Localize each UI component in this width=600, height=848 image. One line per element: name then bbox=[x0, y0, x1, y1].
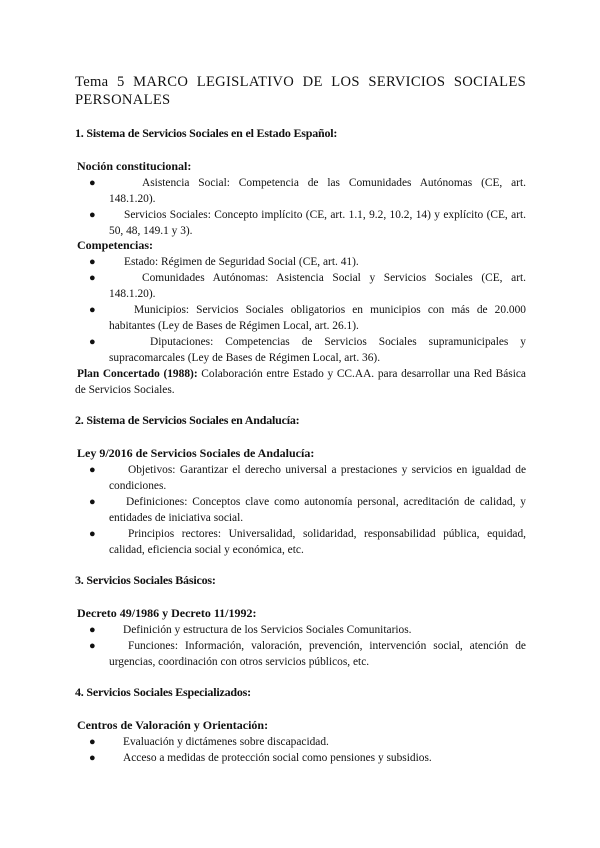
section-3-heading: 3. Servicios Sociales Básicos: bbox=[75, 573, 216, 587]
centros-list bbox=[0, 734, 600, 766]
title-line-1: Tema 5 MARCO LEGISLATIVO DE LOS SERVICIOS SOCIALES bbox=[75, 74, 526, 90]
list-item: ● Servicios Sociales: Concepto implícito (CE, art. 1.1, 9.2, 10.2, 14) y explícito (CE, art. 50, 48, 149.1 y 3). bbox=[89, 209, 526, 237]
section-4-heading: 4. Servicios Sociales Especializados: bbox=[75, 685, 251, 699]
plan-concertado-paragraph bbox=[75, 366, 526, 398]
bullet-icon: ● bbox=[89, 464, 96, 476]
list-item: ● Funciones: Información, valoración, prevención, intervención social, atención de urgencias, coordinación con otros servicios públicos, etc. bbox=[89, 640, 526, 668]
nocion-list bbox=[0, 175, 600, 239]
list-item: ● Diputaciones: Competencias de Servicios Sociales supramunicipales y supracomarcales (Ley de Bases de Régimen Local, art. 36). bbox=[89, 336, 526, 364]
bullet-icon: ● bbox=[89, 256, 96, 268]
decreto-list bbox=[0, 622, 600, 670]
bullet-icon: ● bbox=[89, 336, 96, 348]
list-item: ● Evaluación y dictámenes sobre discapacidad. bbox=[89, 736, 329, 748]
bullet-icon: ● bbox=[89, 272, 96, 284]
bullet-icon: ● bbox=[89, 640, 96, 652]
list-item: ● Definiciones: Conceptos clave como autonomía personal, acreditación de calidad, y entidades de iniciativa social. bbox=[89, 496, 526, 524]
list-item: ● Municipios: Servicios Sociales obligatorios en municipios con más de 20.000 habitantes (Ley de Bases de Régimen Local, art. 26.1). bbox=[89, 304, 526, 332]
list-item: ● Comunidades Autónomas: Asistencia Social y Servicios Sociales (CE, art. 148.1.20). bbox=[89, 272, 526, 300]
document-title bbox=[75, 73, 526, 109]
list-item: ● Principios rectores: Universalidad, solidaridad, responsabilidad pública, equidad, calidad, eficiencia social y económica, etc. bbox=[89, 528, 526, 556]
list-item: ● Asistencia Social: Competencia de las Comunidades Autónomas (CE, art. 148.1.20). bbox=[89, 177, 526, 205]
bullet-icon: ● bbox=[89, 496, 96, 508]
section-1-heading: 1. Sistema de Servicios Sociales en el Estado Español: bbox=[75, 126, 338, 140]
decreto-label: Decreto 49/1986 y Decreto 11/1992: bbox=[77, 606, 257, 620]
bullet-icon: ● bbox=[89, 736, 96, 748]
list-item: ● Definición y estructura de los Servicios Sociales Comunitarios. bbox=[89, 624, 412, 636]
ley-label: Ley 9/2016 de Servicios Sociales de Andalucía: bbox=[77, 446, 315, 460]
plan-concertado-text: Colaboración entre Estado y CC.AA. para desarrollar una Red Básica de Servicios Sociales. bbox=[75, 368, 526, 396]
competencias-list bbox=[0, 254, 600, 366]
bullet-icon: ● bbox=[89, 177, 96, 189]
bullet-icon: ● bbox=[89, 624, 96, 636]
title-line-2: PERSONALES bbox=[75, 92, 171, 108]
centros-label: Centros de Valoración y Orientación: bbox=[77, 718, 269, 732]
bullet-icon: ● bbox=[89, 528, 96, 540]
ley-list bbox=[0, 462, 600, 558]
bullet-icon: ● bbox=[89, 209, 96, 221]
list-item: ● Estado: Régimen de Seguridad Social (CE, art. 41). bbox=[89, 256, 359, 268]
competencias-label: Competencias: bbox=[77, 238, 153, 252]
bullet-icon: ● bbox=[89, 304, 96, 316]
list-item: ● Objetivos: Garantizar el derecho universal a prestaciones y servicios en igualdad de condiciones. bbox=[89, 464, 526, 492]
nocion-constitucional-label: Noción constitucional: bbox=[77, 159, 192, 173]
plan-concertado-label: Plan Concertado (1988): bbox=[77, 368, 198, 380]
list-item: ● Acceso a medidas de protección social como pensiones y subsidios. bbox=[89, 752, 432, 764]
section-2-heading: 2. Sistema de Servicios Sociales en Andalucía: bbox=[75, 413, 300, 427]
bullet-icon: ● bbox=[89, 752, 96, 764]
